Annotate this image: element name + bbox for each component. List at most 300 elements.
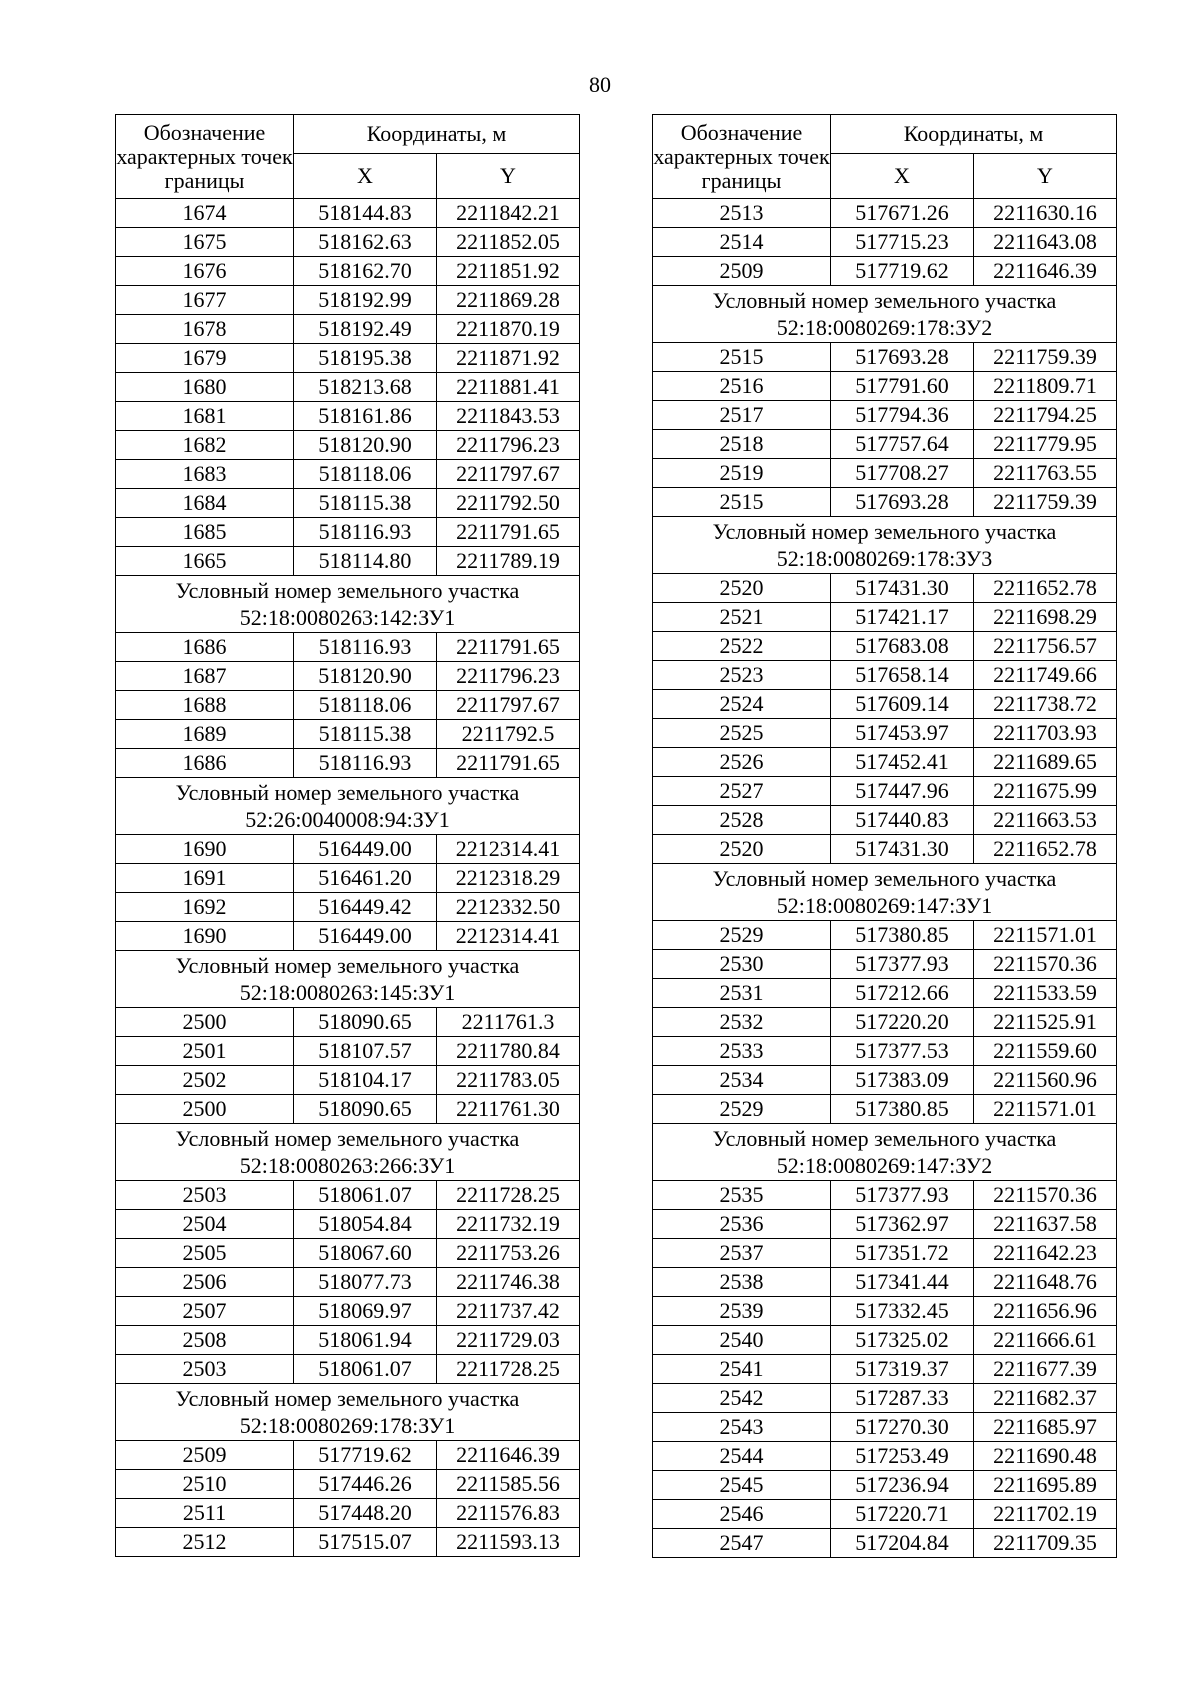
point-cell: 2508 (116, 1326, 294, 1355)
x-coordinate-cell: 517341.44 (831, 1268, 974, 1297)
parcel-cadastral-number: 52:18:0080263:142:ЗУ1 (239, 605, 456, 630)
parcel-caption-row (116, 1384, 580, 1441)
x-coordinate-cell: 517377.53 (831, 1037, 974, 1066)
parcel-caption (653, 286, 1117, 343)
point-cell: 2501 (116, 1037, 294, 1066)
point-cell: 1687 (116, 662, 294, 691)
x-coordinate-cell: 518054.84 (294, 1210, 437, 1239)
point-cell: 2524 (653, 690, 831, 719)
table-row (653, 806, 1117, 835)
y-coordinate-cell: 2211570.36 (974, 950, 1117, 979)
parcel-cadastral-number: 52:18:0080269:147:ЗУ1 (776, 893, 993, 918)
table-row (653, 1008, 1117, 1037)
parcel-cadastral-number: 52:18:0080269:178:ЗУ3 (776, 546, 993, 571)
y-coordinate-cell: 2211571.01 (974, 1095, 1117, 1124)
x-coordinate-cell: 518061.94 (294, 1326, 437, 1355)
table-row (116, 402, 580, 431)
point-cell: 2511 (116, 1499, 294, 1528)
table-row (116, 1355, 580, 1384)
y-coordinate-cell: 2211728.25 (437, 1355, 580, 1384)
y-coordinate-cell: 2211689.65 (974, 748, 1117, 777)
parcel-caption (116, 951, 580, 1008)
table-row (116, 1441, 580, 1470)
table-row (116, 286, 580, 315)
table-row (116, 922, 580, 951)
x-coordinate-cell: 518107.57 (294, 1037, 437, 1066)
y-coordinate-cell: 2211709.35 (974, 1529, 1117, 1558)
point-cell: 1682 (116, 431, 294, 460)
x-coordinate-cell: 517380.85 (831, 1095, 974, 1124)
x-coordinate-cell: 517204.84 (831, 1529, 974, 1558)
x-coordinate-cell: 518192.49 (294, 315, 437, 344)
x-coordinate-cell: 517683.08 (831, 632, 974, 661)
point-cell: 2523 (653, 661, 831, 690)
table-row (116, 431, 580, 460)
table-row (653, 632, 1117, 661)
point-cell: 2513 (653, 199, 831, 228)
x-coordinate-cell: 517693.28 (831, 343, 974, 372)
y-coordinate-cell: 2211637.58 (974, 1210, 1117, 1239)
x-coordinate-cell: 517794.36 (831, 401, 974, 430)
x-coordinate-cell: 518069.97 (294, 1297, 437, 1326)
point-column-header: Обозначение характерных точек границы (116, 115, 294, 199)
point-cell: 1683 (116, 460, 294, 489)
parcel-caption-row (116, 778, 580, 835)
parcel-cadastral-number: 52:18:0080269:178:ЗУ2 (776, 315, 993, 340)
point-cell: 1676 (116, 257, 294, 286)
x-coordinate-cell: 517270.30 (831, 1413, 974, 1442)
point-cell: 2500 (116, 1095, 294, 1124)
point-cell: 2504 (116, 1210, 294, 1239)
table-row (116, 489, 580, 518)
point-cell: 2509 (653, 257, 831, 286)
y-coordinate-cell: 2211761.30 (437, 1095, 580, 1124)
y-coordinate-cell: 2211560.96 (974, 1066, 1117, 1095)
y-coordinate-cell: 2211646.39 (437, 1441, 580, 1470)
x-coordinate-cell: 517253.49 (831, 1442, 974, 1471)
y-coordinate-cell: 2211695.89 (974, 1471, 1117, 1500)
table-row (653, 1210, 1117, 1239)
point-cell: 2507 (116, 1297, 294, 1326)
table-row (116, 460, 580, 489)
point-cell: 2509 (116, 1441, 294, 1470)
point-cell: 1677 (116, 286, 294, 315)
table-row (653, 777, 1117, 806)
coordinates-table-left (115, 114, 580, 1557)
parcel-caption (653, 517, 1117, 574)
point-cell: 2541 (653, 1355, 831, 1384)
table-row (116, 315, 580, 344)
table-row (653, 459, 1117, 488)
x-coordinate-cell: 517515.07 (294, 1528, 437, 1557)
table-row (653, 1037, 1117, 1066)
point-cell: 2512 (116, 1528, 294, 1557)
x-coordinate-cell: 518195.38 (294, 344, 437, 373)
table-row (653, 921, 1117, 950)
table-row (653, 257, 1117, 286)
parcel-cadastral-number: 52:18:0080269:178:ЗУ1 (239, 1413, 456, 1438)
x-coordinate-cell: 518161.86 (294, 402, 437, 431)
y-coordinate-cell: 2211797.67 (437, 460, 580, 489)
table-row (653, 1268, 1117, 1297)
point-cell: 1690 (116, 835, 294, 864)
table-row (653, 950, 1117, 979)
y-coordinate-cell: 2211791.65 (437, 518, 580, 547)
x-coordinate-cell: 517362.97 (831, 1210, 974, 1239)
x-coordinate-cell: 518116.93 (294, 749, 437, 778)
y-coordinate-cell: 2211702.19 (974, 1500, 1117, 1529)
y-coordinate-cell: 2212314.41 (437, 922, 580, 951)
x-coordinate-cell: 516449.42 (294, 893, 437, 922)
point-cell: 1692 (116, 893, 294, 922)
table-body-left (116, 199, 580, 1557)
point-cell: 1686 (116, 633, 294, 662)
point-cell: 2529 (653, 1095, 831, 1124)
parcel-caption (116, 1384, 580, 1441)
y-coordinate-cell: 2211881.41 (437, 373, 580, 402)
point-cell: 1688 (116, 691, 294, 720)
table-row (653, 748, 1117, 777)
table-row (653, 228, 1117, 257)
point-cell: 2519 (653, 459, 831, 488)
table-row (116, 373, 580, 402)
point-cell: 2546 (653, 1500, 831, 1529)
point-cell: 2502 (116, 1066, 294, 1095)
point-column-header: Обозначение характерных точек границы (653, 115, 831, 199)
table-row (116, 1297, 580, 1326)
y-coordinate-cell: 2211585.56 (437, 1470, 580, 1499)
table-row (116, 1499, 580, 1528)
table-row (653, 1095, 1117, 1124)
x-coordinate-cell: 517453.97 (831, 719, 974, 748)
x-coordinate-cell: 517220.20 (831, 1008, 974, 1037)
point-cell: 2520 (653, 574, 831, 603)
coordinates-group-header: Координаты, м (294, 115, 580, 154)
point-cell: 2520 (653, 835, 831, 864)
y-coordinate-cell: 2211759.39 (974, 488, 1117, 517)
point-cell: 2539 (653, 1297, 831, 1326)
y-coordinate-cell: 2211698.29 (974, 603, 1117, 632)
y-coordinate-cell: 2211559.60 (974, 1037, 1117, 1066)
table-row (653, 1239, 1117, 1268)
point-cell: 1681 (116, 402, 294, 431)
table-row (116, 518, 580, 547)
coordinates-group-header: Координаты, м (831, 115, 1117, 154)
y-coordinate-cell: 2211783.05 (437, 1066, 580, 1095)
x-coordinate-cell: 518115.38 (294, 489, 437, 518)
parcel-caption-row (653, 864, 1117, 921)
y-coordinate-cell: 2211746.38 (437, 1268, 580, 1297)
parcel-caption-row (116, 1124, 580, 1181)
x-coordinate-cell: 518061.07 (294, 1181, 437, 1210)
x-coordinate-cell: 517380.85 (831, 921, 974, 950)
table-row (653, 1384, 1117, 1413)
table-row (116, 1066, 580, 1095)
table-row (653, 719, 1117, 748)
point-cell: 1691 (116, 864, 294, 893)
x-coordinate-cell: 517431.30 (831, 574, 974, 603)
point-cell: 2540 (653, 1326, 831, 1355)
y-coordinate-cell: 2211571.01 (974, 921, 1117, 950)
table-row (116, 835, 580, 864)
y-coordinate-cell: 2212318.29 (437, 864, 580, 893)
table-row (653, 1529, 1117, 1558)
table-row (116, 1239, 580, 1268)
point-cell: 1689 (116, 720, 294, 749)
parcel-caption-label: Условный номер земельного участка (175, 1126, 520, 1151)
parcel-caption-row (653, 1124, 1117, 1181)
x-coordinate-cell: 517757.64 (831, 430, 974, 459)
table-row (116, 749, 580, 778)
x-coordinate-cell: 517452.41 (831, 748, 974, 777)
parcel-cadastral-number: 52:18:0080269:147:ЗУ2 (776, 1153, 993, 1178)
point-cell: 2506 (116, 1268, 294, 1297)
y-coordinate-cell: 2211792.5 (437, 720, 580, 749)
point-cell: 2526 (653, 748, 831, 777)
y-coordinate-cell: 2211682.37 (974, 1384, 1117, 1413)
table-row (116, 662, 580, 691)
y-coordinate-cell: 2211690.48 (974, 1442, 1117, 1471)
y-coordinate-cell: 2211851.92 (437, 257, 580, 286)
point-cell: 2521 (653, 603, 831, 632)
table-row (116, 344, 580, 373)
point-cell: 1685 (116, 518, 294, 547)
parcel-caption-row (653, 517, 1117, 574)
point-cell: 2514 (653, 228, 831, 257)
table-row (653, 488, 1117, 517)
x-coordinate-cell: 518118.06 (294, 460, 437, 489)
table-row (653, 1181, 1117, 1210)
y-coordinate-cell: 2211791.65 (437, 633, 580, 662)
y-coordinate-cell: 2211643.08 (974, 228, 1117, 257)
point-cell: 2531 (653, 979, 831, 1008)
table-row (653, 979, 1117, 1008)
table-row (116, 893, 580, 922)
x-coordinate-cell: 517287.33 (831, 1384, 974, 1413)
x-coordinate-cell: 518120.90 (294, 662, 437, 691)
y-coordinate-cell: 2211749.66 (974, 661, 1117, 690)
point-cell: 1678 (116, 315, 294, 344)
x-coordinate-cell: 518162.63 (294, 228, 437, 257)
parcel-caption-row (653, 286, 1117, 343)
parcel-caption (116, 1124, 580, 1181)
x-coordinate-cell: 518162.70 (294, 257, 437, 286)
point-cell: 2534 (653, 1066, 831, 1095)
table-row (116, 199, 580, 228)
x-coordinate-cell: 518114.80 (294, 547, 437, 576)
x-coordinate-cell: 517332.45 (831, 1297, 974, 1326)
parcel-cadastral-number: 52:18:0080263:266:ЗУ1 (239, 1153, 456, 1178)
x-coordinate-cell: 518116.93 (294, 518, 437, 547)
point-cell: 2510 (116, 1470, 294, 1499)
point-cell: 1680 (116, 373, 294, 402)
y-coordinate-cell: 2211763.55 (974, 459, 1117, 488)
x-coordinate-cell: 517791.60 (831, 372, 974, 401)
x-coordinate-cell: 517220.71 (831, 1500, 974, 1529)
point-cell: 1686 (116, 749, 294, 778)
x-coordinate-cell: 517377.93 (831, 1181, 974, 1210)
y-coordinate-cell: 2212314.41 (437, 835, 580, 864)
y-coordinate-cell: 2211869.28 (437, 286, 580, 315)
point-cell: 2518 (653, 430, 831, 459)
x-coordinate-cell: 518192.99 (294, 286, 437, 315)
table-body-right (653, 199, 1117, 1558)
x-coordinate-cell: 518077.73 (294, 1268, 437, 1297)
point-cell: 2522 (653, 632, 831, 661)
y-coordinate-cell: 2211761.3 (437, 1008, 580, 1037)
parcel-caption-label: Условный номер земельного участка (712, 866, 1057, 891)
point-cell: 2547 (653, 1529, 831, 1558)
point-cell: 2517 (653, 401, 831, 430)
point-cell: 1674 (116, 199, 294, 228)
table-row (653, 343, 1117, 372)
y-coordinate-cell: 2211648.76 (974, 1268, 1117, 1297)
parcel-caption-label: Условный номер земельного участка (175, 1386, 520, 1411)
y-coordinate-cell: 2211759.39 (974, 343, 1117, 372)
parcel-caption-row (116, 576, 580, 633)
table-row (653, 430, 1117, 459)
x-coordinate-cell: 518118.06 (294, 691, 437, 720)
y-coordinate-cell: 2211732.19 (437, 1210, 580, 1239)
point-cell: 1665 (116, 547, 294, 576)
table-row (116, 1528, 580, 1557)
table-row (116, 691, 580, 720)
y-coordinate-cell: 2211871.92 (437, 344, 580, 373)
y-coordinate-cell: 2211685.97 (974, 1413, 1117, 1442)
y-coordinate-cell: 2211533.59 (974, 979, 1117, 1008)
parcel-cadastral-number: 52:18:0080263:145:ЗУ1 (239, 980, 456, 1005)
x-coordinate-cell: 517236.94 (831, 1471, 974, 1500)
y-coordinate-cell: 2211737.42 (437, 1297, 580, 1326)
x-coordinate-cell: 518090.65 (294, 1095, 437, 1124)
y-coordinate-cell: 2211728.25 (437, 1181, 580, 1210)
y-coordinate-cell: 2211663.53 (974, 806, 1117, 835)
point-cell: 2529 (653, 921, 831, 950)
x-coordinate-cell: 518090.65 (294, 1008, 437, 1037)
point-cell: 1690 (116, 922, 294, 951)
y-coordinate-cell: 2211642.23 (974, 1239, 1117, 1268)
table-row (653, 1355, 1117, 1384)
x-coordinate-cell: 517719.62 (831, 257, 974, 286)
point-cell: 1679 (116, 344, 294, 373)
table-row (116, 257, 580, 286)
table-row (116, 1210, 580, 1239)
parcel-caption-label: Условный номер земельного участка (175, 780, 520, 805)
point-cell: 2515 (653, 488, 831, 517)
point-cell: 2530 (653, 950, 831, 979)
table-row (653, 574, 1117, 603)
table-row (653, 401, 1117, 430)
y-coordinate-cell: 2211794.25 (974, 401, 1117, 430)
x-coordinate-cell: 516449.00 (294, 922, 437, 951)
x-coordinate-cell: 517708.27 (831, 459, 974, 488)
x-coordinate-cell: 517448.20 (294, 1499, 437, 1528)
table-row (116, 1470, 580, 1499)
x-coordinate-cell: 516449.00 (294, 835, 437, 864)
point-cell: 2500 (116, 1008, 294, 1037)
y-coordinate-cell: 2211703.93 (974, 719, 1117, 748)
y-coordinate-cell: 2211646.39 (974, 257, 1117, 286)
table-row (116, 1268, 580, 1297)
table-row (653, 199, 1117, 228)
parcel-caption (653, 864, 1117, 921)
parcel-cadastral-number: 52:26:0040008:94:ЗУ1 (245, 807, 450, 832)
point-cell: 1684 (116, 489, 294, 518)
point-cell: 2542 (653, 1384, 831, 1413)
y-coordinate-cell: 2211843.53 (437, 402, 580, 431)
x-column-header: X (831, 154, 974, 199)
parcel-caption (653, 1124, 1117, 1181)
y-coordinate-cell: 2211677.39 (974, 1355, 1117, 1384)
table-row (653, 1442, 1117, 1471)
y-coordinate-cell: 2211652.78 (974, 835, 1117, 864)
coordinates-table-right (652, 114, 1117, 1558)
y-coordinate-cell: 2212332.50 (437, 893, 580, 922)
point-cell: 2532 (653, 1008, 831, 1037)
x-coordinate-cell: 517377.93 (831, 950, 974, 979)
y-column-header: Y (437, 154, 580, 199)
point-cell: 2533 (653, 1037, 831, 1066)
y-coordinate-cell: 2211809.71 (974, 372, 1117, 401)
x-coordinate-cell: 517609.14 (831, 690, 974, 719)
y-coordinate-cell: 2211753.26 (437, 1239, 580, 1268)
point-cell: 2503 (116, 1355, 294, 1384)
x-coordinate-cell: 517351.72 (831, 1239, 974, 1268)
y-coordinate-cell: 2211780.84 (437, 1037, 580, 1066)
table-row (653, 1326, 1117, 1355)
x-coordinate-cell: 518120.90 (294, 431, 437, 460)
y-coordinate-cell: 2211666.61 (974, 1326, 1117, 1355)
x-coordinate-cell: 517325.02 (831, 1326, 974, 1355)
table-row (116, 1008, 580, 1037)
x-coordinate-cell: 518104.17 (294, 1066, 437, 1095)
y-coordinate-cell: 2211729.03 (437, 1326, 580, 1355)
point-cell: 2515 (653, 343, 831, 372)
table-row (653, 835, 1117, 864)
point-cell: 2527 (653, 777, 831, 806)
y-coordinate-cell: 2211570.36 (974, 1181, 1117, 1210)
y-coordinate-cell: 2211738.72 (974, 690, 1117, 719)
x-coordinate-cell: 518115.38 (294, 720, 437, 749)
x-coordinate-cell: 518144.83 (294, 199, 437, 228)
parcel-caption (116, 778, 580, 835)
y-coordinate-cell: 2211792.50 (437, 489, 580, 518)
table-row (116, 547, 580, 576)
y-coordinate-cell: 2211525.91 (974, 1008, 1117, 1037)
table-row (653, 1500, 1117, 1529)
parcel-caption-label: Условный номер земельного участка (712, 519, 1057, 544)
table-row (653, 1066, 1117, 1095)
y-coordinate-cell: 2211675.99 (974, 777, 1117, 806)
y-coordinate-cell: 2211779.95 (974, 430, 1117, 459)
x-coordinate-cell: 518067.60 (294, 1239, 437, 1268)
y-coordinate-cell: 2211870.19 (437, 315, 580, 344)
table-row (653, 372, 1117, 401)
table-row (653, 603, 1117, 632)
x-coordinate-cell: 517212.66 (831, 979, 974, 1008)
x-coordinate-cell: 518116.93 (294, 633, 437, 662)
y-coordinate-cell: 2211789.19 (437, 547, 580, 576)
point-cell: 2505 (116, 1239, 294, 1268)
point-cell: 2537 (653, 1239, 831, 1268)
x-coordinate-cell: 516461.20 (294, 864, 437, 893)
y-column-header: Y (974, 154, 1117, 199)
point-cell: 2543 (653, 1413, 831, 1442)
table-row (653, 1471, 1117, 1500)
point-cell: 2525 (653, 719, 831, 748)
table-row (116, 228, 580, 257)
table-row (653, 690, 1117, 719)
